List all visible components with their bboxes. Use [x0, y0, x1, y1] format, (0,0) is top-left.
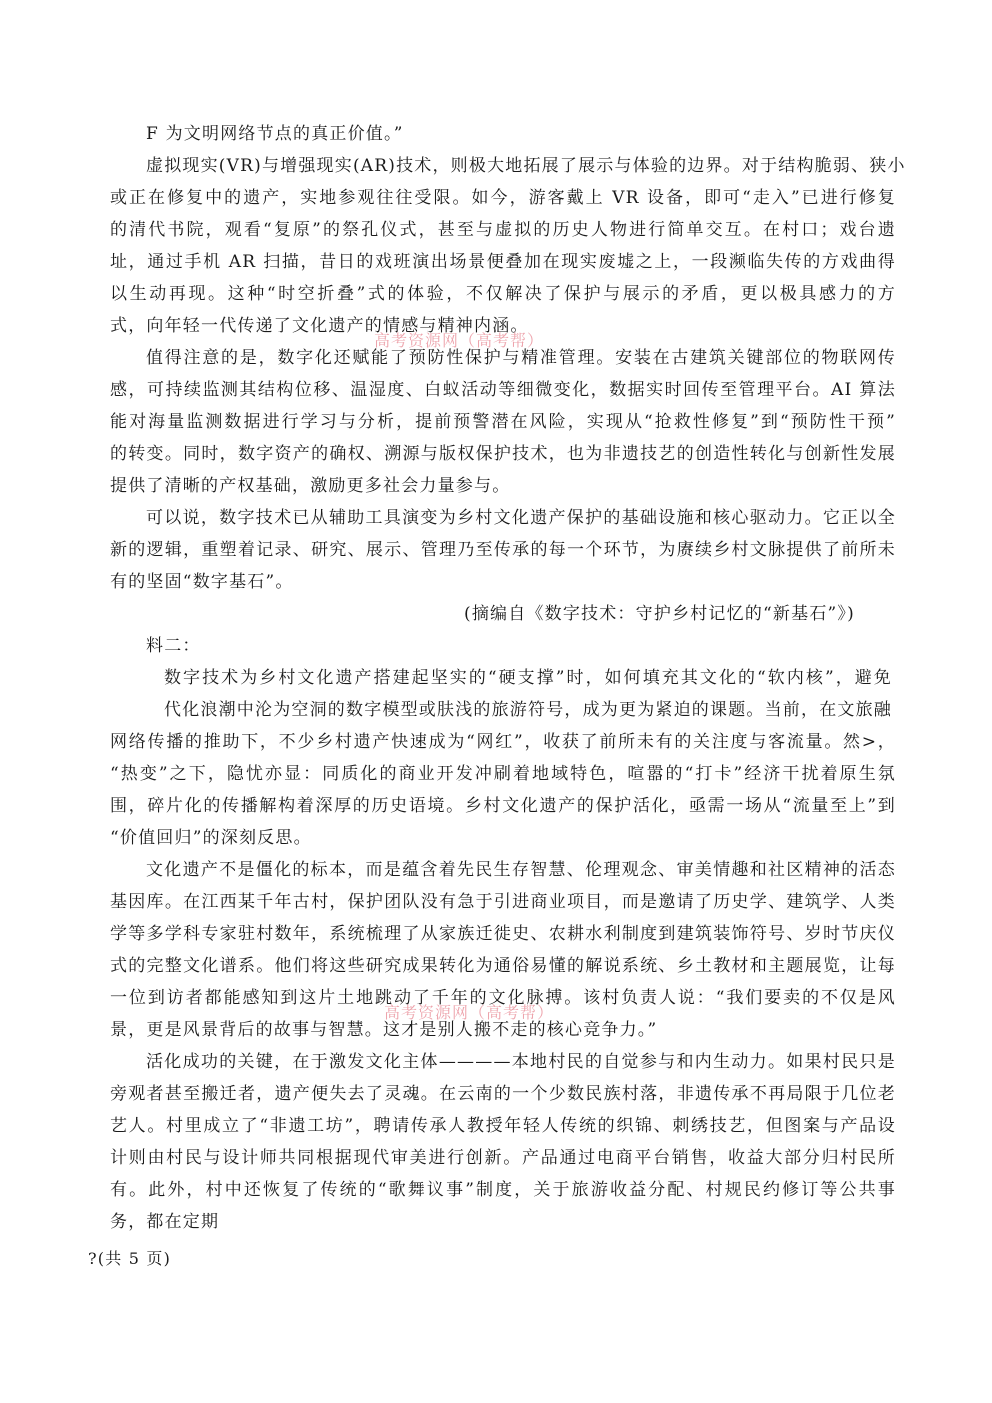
text-line: 式，向年轻一代传递了文化遗产的情感与精神内涵。	[110, 316, 529, 336]
text-line: 的清代书院，观看“复原”的祭孔仪式，甚至与虚拟的历史人物进行简单交互。在村口；戏台遗	[110, 220, 896, 240]
text-line: 数字技术为乡村文化遗产搭建起坚实的“硬支撑”时，如何填充其文化的“软内核”，避免	[164, 668, 892, 688]
text-line: 或正在修复中的遗产，实地参观往往受限。如今，游客戴上 VR 设备，即可“走入”已进行修复	[110, 188, 896, 208]
text-line: 能对海量监测数据进行学习与分析，提前预警潜在风险，实现从“抢救性修复”到“预防性干预”	[110, 412, 896, 432]
text-line: 艺人。村里成立了“非遗工坊”，聘请传承人教授年轻人传统的织锦、刺绣技艺，但图案与产品设	[110, 1116, 896, 1136]
text-line: 虚拟现实(VR)与增强现实(AR)技术，则极大地拓展了展示与体验的边界。对于结构脆弱、狭小	[146, 156, 906, 176]
text-line: 有。此外，村中还恢复了传统的“歌舞议事”制度，关于旅游收益分配、村规民约修订等公共事	[110, 1180, 896, 1200]
text-line: 式的完整文化谱系。他们将这些研究成果转化为通俗易懂的解说系统、乡土教材和主题展览，让每	[110, 956, 896, 976]
text-line: 务，都在定期	[110, 1212, 220, 1232]
source-citation: (摘编自《数字技术：守护乡村记忆的“新基石”》)	[464, 604, 855, 624]
text-line: 新的逻辑，重塑着记录、研究、展示、管理乃至传承的每一个环节，为赓续乡村文脉提供了前所未	[110, 540, 896, 560]
text-line: 一位到访者都能感知到这片土地跳动了千年的文化脉搏。该村负责人说：“我们要卖的不仅是风	[110, 988, 896, 1008]
text-line: 围，碎片化的传播解构着深厚的历史语境。乡村文化遗产的保护活化，亟需一场从“流量至上”到	[110, 796, 896, 816]
text-line: 旁观者甚至搬迁者，遗产便失去了灵魂。在云南的一个少数民族村落，非遗传承不再局限于几位老	[110, 1084, 896, 1104]
text-line: 文化遗产不是僵化的标本，而是蕴含着先民生存智慧、伦理观念、审美情趣和社区精神的活态	[146, 860, 896, 880]
material-two-label: 料二：	[146, 636, 201, 656]
text-line: 值得注意的是，数字化还赋能了预防性保护与精准管理。安装在古建筑关键部位的物联网传	[146, 348, 896, 368]
text-line: 有的坚固“数字基石”。	[110, 572, 294, 592]
watermark: 高考资源网（高考帮）	[374, 331, 545, 350]
page-footer: ?(共 5 页)	[88, 1249, 172, 1268]
text-line: 的转变。同时，数字资产的确权、溯源与版权保护技术，也为非遗技艺的创造性转化与创新性发展	[110, 444, 896, 464]
text-line: 感，可持续监测其结构位移、温湿度、白蚁活动等细微变化，数据实时回传至管理平台。AI 算法	[110, 380, 896, 400]
watermark: 高考资源网（高考帮）	[384, 1003, 555, 1022]
text-line: 址，通过手机 AR 扫描，昔日的戏班演出场景便叠加在现实废墟之上，一段濒临失传的方戏曲得	[110, 252, 896, 272]
text-line: 以生动再现。这种“时空折叠”式的体验，不仅解决了保护与展示的矛盾，更以极具感力的方	[110, 284, 896, 304]
text-line: 景，更是风景背后的故事与智慧。这才是别人搬不走的核心竞争力。”	[110, 1020, 658, 1040]
text-line: 学等多学科专家驻村数年，系统梳理了从家族迁徙史、农耕水利制度到建筑装饰符号、岁时节庆仪	[110, 924, 896, 944]
text-line: 代化浪潮中沦为空洞的数字模型或肤浅的旅游符号，成为更为紧迫的课题。当前，在文旅融	[164, 700, 892, 720]
text-line: 提供了清晰的产权基础，激励更多社会力量参与。	[110, 476, 511, 496]
text-line: “价值回归”的深刻反思。	[110, 828, 312, 848]
text-line: “热变”之下，隐忧亦显：同质化的商业开发冲刷着地域特色，喧嚣的“打卡”经济干扰着原生氛	[110, 764, 896, 784]
text-line: 基因库。在江西某千年古村，保护团队没有急于引进商业项目，而是邀请了历史学、建筑学、人类	[110, 892, 896, 912]
text-line: F 为文明网络节点的真正价值。”	[146, 124, 404, 144]
text-line: 可以说，数字技术已从辅助工具演变为乡村文化遗产保护的基础设施和核心驱动力。它正以全	[146, 508, 896, 528]
text-line: 计则由村民与设计师共同根据现代审美进行创新。产品通过电商平台销售，收益大部分归村民所	[110, 1148, 896, 1168]
text-line: 活化成功的关键，在于激发文化主体————本地村民的自觉参与和内生动力。如果村民只是	[146, 1052, 896, 1072]
text-line: 网络传播的推助下，不少乡村遗产快速成为“网红”，收获了前所未有的关注度与客流量。然>，	[110, 732, 896, 752]
